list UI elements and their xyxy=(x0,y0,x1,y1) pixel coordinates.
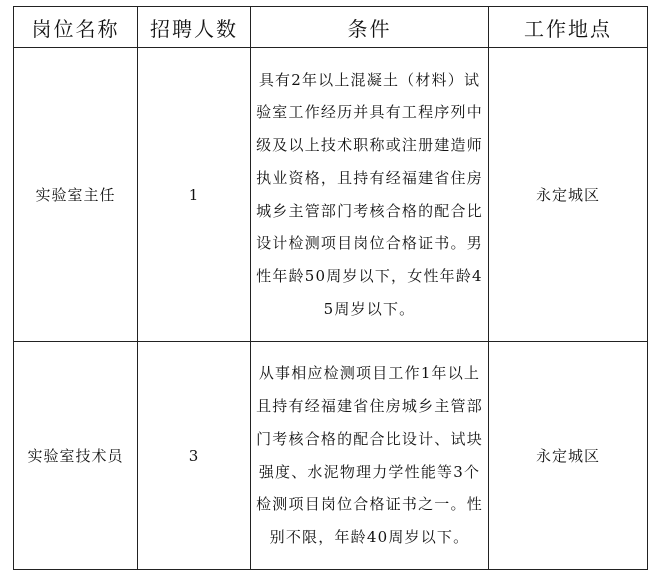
header-position: 岗位名称 xyxy=(14,7,138,48)
location-cell xyxy=(489,342,648,570)
hiring-count: 3 xyxy=(188,446,200,465)
position-name: 实验室技术员 xyxy=(27,447,124,465)
position-cell xyxy=(14,48,138,342)
condition-cell: 从事相应检测项目工作1年以上且持有经福建省住房城乡主管部门考核合格的配合比设计、试块强度、水泥物理力学性能等3个检测项目岗位合格证书之一。性别不限，年龄40周岁以下。 xyxy=(251,342,489,570)
position-cell xyxy=(14,342,138,570)
hiring-count: 1 xyxy=(188,185,200,204)
table-row xyxy=(14,342,648,570)
header-condition: 条件 xyxy=(251,7,489,48)
location-cell xyxy=(489,48,648,342)
count-cell xyxy=(138,48,251,342)
header-location: 工作地点 xyxy=(489,7,648,48)
work-location: 永定城区 xyxy=(535,447,600,465)
table-row xyxy=(14,48,648,342)
recruitment-table xyxy=(13,6,648,570)
header-count: 招聘人数 xyxy=(138,7,251,48)
position-name: 实验室主任 xyxy=(35,186,116,204)
work-location: 永定城区 xyxy=(535,186,600,204)
condition-cell: 具有2年以上混凝土（材料）试验室工作经历并具有工程序列中级及以上技术职称或注册建造师执业资格，且持有经福建省住房城乡主管部门考核合格的配合比设计检测项目岗位合格证书。男性年龄50周岁以下，女性年龄45周岁以下。 xyxy=(251,48,489,342)
table-header-row xyxy=(14,7,648,48)
count-cell xyxy=(138,342,251,570)
